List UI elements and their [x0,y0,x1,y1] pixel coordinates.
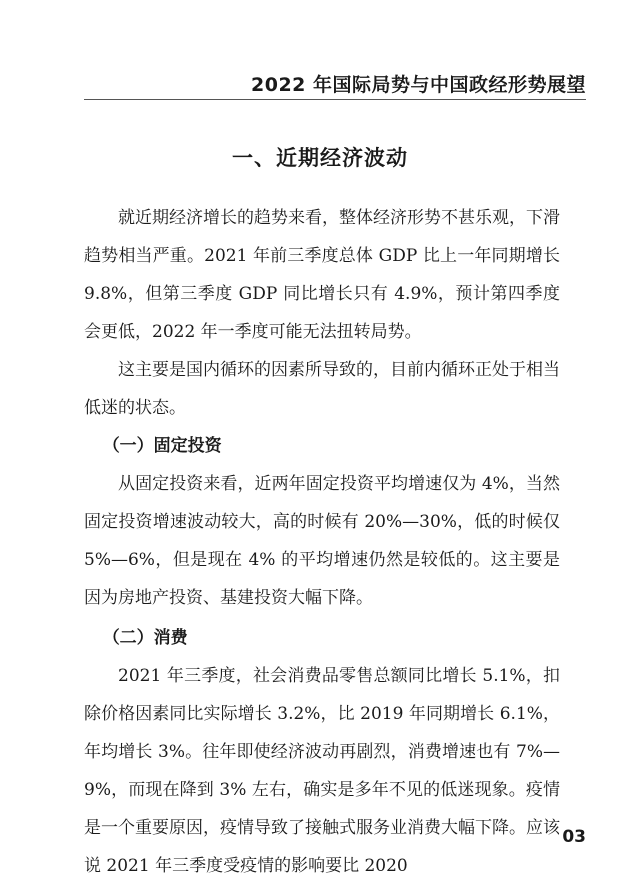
header-rule [84,99,586,100]
paragraph-4: 2021 年三季度，社会消费品零售总额同比增长 5.1%，扣除价格因素同比实际增长 3.2%，比 2019 年同期增长 6.1%，年均增长 3%。往年即使经济波动再剧烈，消费增速也有 7%—9%，而现在降到 3% 左右，确实是多年不见的低迷现象。疫情是一个重要原因，疫情导致了接触式服务业消费大幅下降。应该说 2021 年三季度受疫情的影响要比 2020 [84,666,560,876]
paragraph-3: 从固定投资来看，近两年固定投资平均增速仅为 4%，当然固定投资增速波动较大，高的时候有 20%—30%，低的时候仅 5%—6%，但是现在 4% 的平均增速仍然是较低的。这主要是因为房地产投资、基建投资大幅下降。 [84,474,560,608]
subheading-consumption: （二）消费 [102,628,188,648]
page-number: 03 [562,827,586,847]
body-text [84,199,560,885]
paragraph-2: 这主要是国内循环的因素所导致的，目前内循环正处于相当低迷的状态。 [84,360,560,418]
subheading-fixed-investment: （一）固定投资 [102,436,222,456]
paragraph-1: 就近期经济增长的趋势来看，整体经济形势不甚乐观，下滑趋势相当严重。2021 年前三季度总体 GDP 比上一年同期增长 9.8%，但第三季度 GDP 同比增长只有 4.9%，预计第四季度会更低，2022 年一季度可能无法扭转局势。 [84,208,560,342]
running-header-title: 2022 年国际局势与中国政经形势展望 [251,74,586,96]
section-title: 一、近期经济波动 [232,146,408,170]
